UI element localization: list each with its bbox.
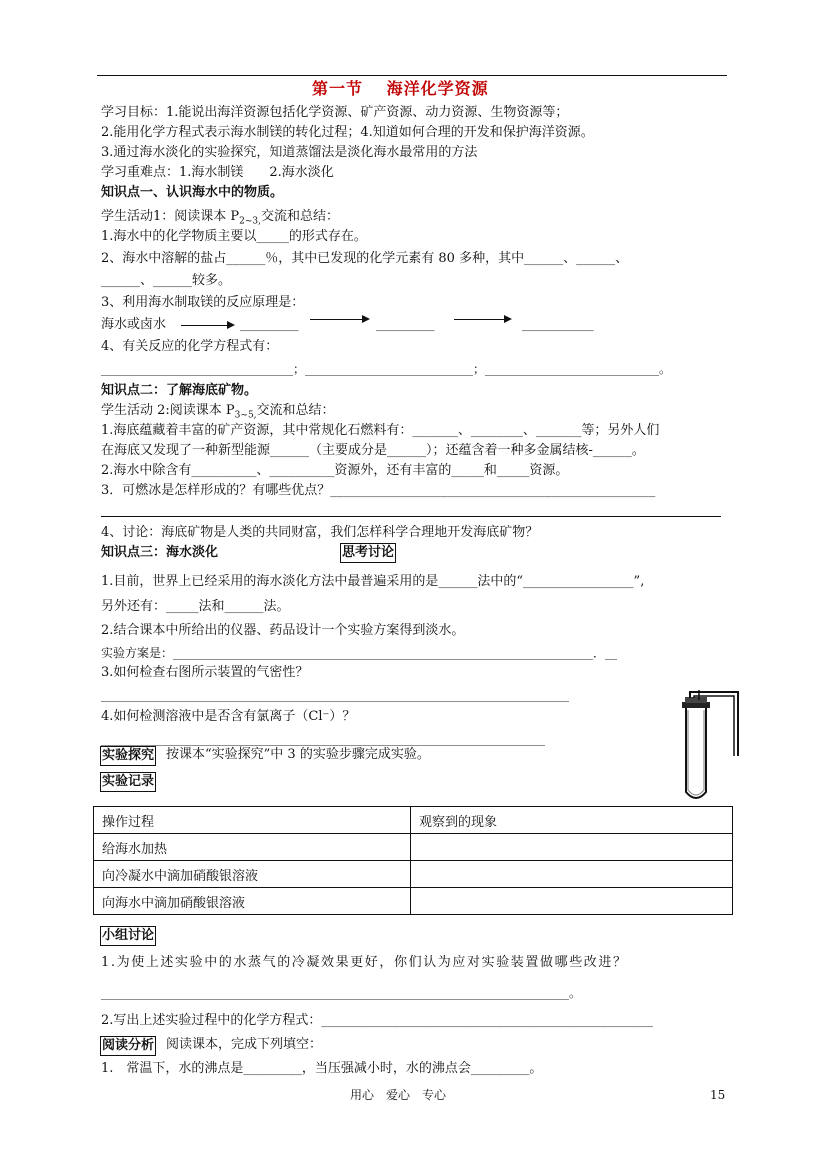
table-cell-observation[interactable] — [411, 861, 733, 888]
section3-plan: 实验方案是：______________________________________________________________________．__ — [101, 646, 618, 660]
section2-q3: 3．可燃冰是怎样形成的？有哪些优点？__________________________________________________ — [101, 483, 656, 498]
section1-q4: 4、有关反应的化学方程式有： — [101, 339, 279, 354]
section3-q3: 3.如何检查右图所示装置的气密性？ — [101, 665, 309, 680]
reading-analysis-box: 阅读分析 — [100, 1036, 156, 1056]
experiment-record-box: 实验记录 — [100, 772, 156, 792]
footer-motto: 用心 爱心 专心 — [350, 1088, 447, 1102]
section2-q1b: 在海底又发现了一种新型能源______（主要成分是______）；还蕴含着一种多金属结核-______。 — [101, 443, 645, 458]
table-header-row — [94, 807, 733, 834]
table-row — [94, 861, 733, 888]
table-cell-observation[interactable] — [411, 888, 733, 915]
table-cell-observation[interactable] — [411, 834, 733, 861]
section1-q2b: ______、______较多。 — [101, 273, 232, 288]
experiment-explore-box: 实验探究 — [100, 746, 156, 766]
reading-q1: 1. 常温下，水的沸点是_________，当压强减小时，水的沸点会_________。 — [101, 1061, 543, 1076]
answer-line — [101, 516, 721, 517]
table-row — [94, 834, 733, 861]
section2-q4: 4、讨论：海底矿物是人类的共同财富，我们怎样科学合理地开发海底矿物？ — [101, 525, 539, 540]
key-points: 学习重难点：1.海水制镁 2.海水淡化 — [101, 165, 334, 180]
table-header-operation: 操作过程 — [94, 807, 411, 834]
section1-activity-prefix: 学生活动1：阅读课本 P — [101, 209, 240, 224]
header-rule — [97, 75, 727, 76]
experiment-explore-text: 按课本“实验探究”中 3 的实验步骤完成实验。 — [166, 747, 430, 762]
table-cell-operation: 向冷凝水中滴加硝酸银溶液 — [94, 861, 411, 888]
flow-blank-2: _________ — [376, 317, 435, 332]
section1-q2a: 2、海水中溶解的盐占______％，其中已发现的化学元素有 80 多种，其中______、______、 — [101, 251, 629, 266]
section2-activity-suffix: 交流和总结： — [256, 403, 335, 418]
section3-q4: 4.如何检测溶液中是否含有氯离子（Cl⁻）？ — [101, 709, 356, 724]
section3-q1b: 另外还有：_____法和______法。 — [101, 599, 290, 614]
page-title: 第一节 海洋化学资源 — [312, 79, 489, 98]
flow-arrow-2 — [310, 319, 368, 320]
objectives-line-3: 3.通过海水淡化的实验探究，知道蒸馏法是淡化海水最常用的方法 — [101, 145, 478, 160]
discussion-box: 思考讨论 — [340, 543, 396, 563]
section3-heading: 知识点三：海水淡化 — [101, 545, 219, 560]
section1-q1: 1.海水中的化学物质主要以_____的形式存在。 — [101, 229, 367, 244]
section1-activity-pages: 2~3, — [239, 216, 262, 227]
group-q2: 2.写出上述实验过程中的化学方程式：___________________________________________________ — [101, 1013, 653, 1028]
table-cell-operation: 向海水中滴加硝酸银溶液 — [94, 888, 411, 915]
section2-q2: 2.海水中除含有__________、__________资源外，还有丰富的_____和_____资源。 — [101, 463, 569, 478]
table-cell-operation: 给海水加热 — [94, 834, 411, 861]
objectives-line-1: 学习目标：1.能说出海洋资源包括化学资源、矿产资源、动力资源、生物资源等； — [101, 105, 569, 120]
objectives-line-2: 2.能用化学方程式表示海水制镁的转化过程；4.知道如何合理的开发和保护海洋资源。 — [101, 125, 594, 140]
distillation-apparatus-figure — [676, 688, 746, 806]
group-q1-line: ______________________________________________________________________________。 — [101, 986, 582, 1000]
section3-q4-line: __________________________________________________________________________ — [101, 732, 545, 746]
experiment-record-table — [93, 806, 733, 915]
section3-q2: 2.结合课本中所给出的仪器、药品设计一个实验方案得到淡水。 — [101, 623, 465, 638]
flow-blank-3: ___________ — [522, 317, 594, 332]
page-number: 15 — [710, 1088, 726, 1102]
magnesium-flow-start: 海水或卤水 — [101, 317, 167, 332]
section2-q1a: 1.海底蕴藏着丰富的矿产资源，其中常规化石燃料有：_______、________、_______等；另外人们 — [101, 423, 660, 438]
flow-blank-1: _________ — [240, 317, 299, 332]
section1-q4-blanks: ________________________________；____________________________；_____________________________。 — [101, 362, 672, 376]
section2-heading: 知识点二：了解海底矿物。 — [101, 383, 258, 398]
flow-arrow-1 — [181, 325, 233, 326]
group-q1: 1.为使上述实验中的水蒸气的冷凝效果更好，你们认为应对实验装置做哪些改进？ — [101, 955, 628, 970]
section3-q1a: 1.目前，世界上已经采用的海水淡化方法中最普遍采用的是______法中的“_________________”, — [101, 574, 645, 589]
section2-activity-pages: 3~5, — [234, 410, 257, 421]
section1-q3: 3、利用海水制取镁的反应原理是： — [101, 295, 305, 310]
section2-activity-prefix: 学生活动 2:阅读课本 P — [101, 403, 235, 418]
section1-activity-suffix: 交流和总结： — [261, 209, 340, 224]
flow-arrow-3 — [454, 319, 510, 320]
section3-q3-line: ______________________________________________________________________________ — [101, 688, 569, 702]
table-header-observation: 观察到的现象 — [411, 807, 733, 834]
table-row — [94, 888, 733, 915]
group-discussion-box: 小组讨论 — [100, 926, 156, 946]
reading-analysis-text: 阅读课本，完成下列填空： — [166, 1037, 323, 1052]
section1-heading: 知识点一、认识海水中的物质。 — [101, 185, 284, 200]
